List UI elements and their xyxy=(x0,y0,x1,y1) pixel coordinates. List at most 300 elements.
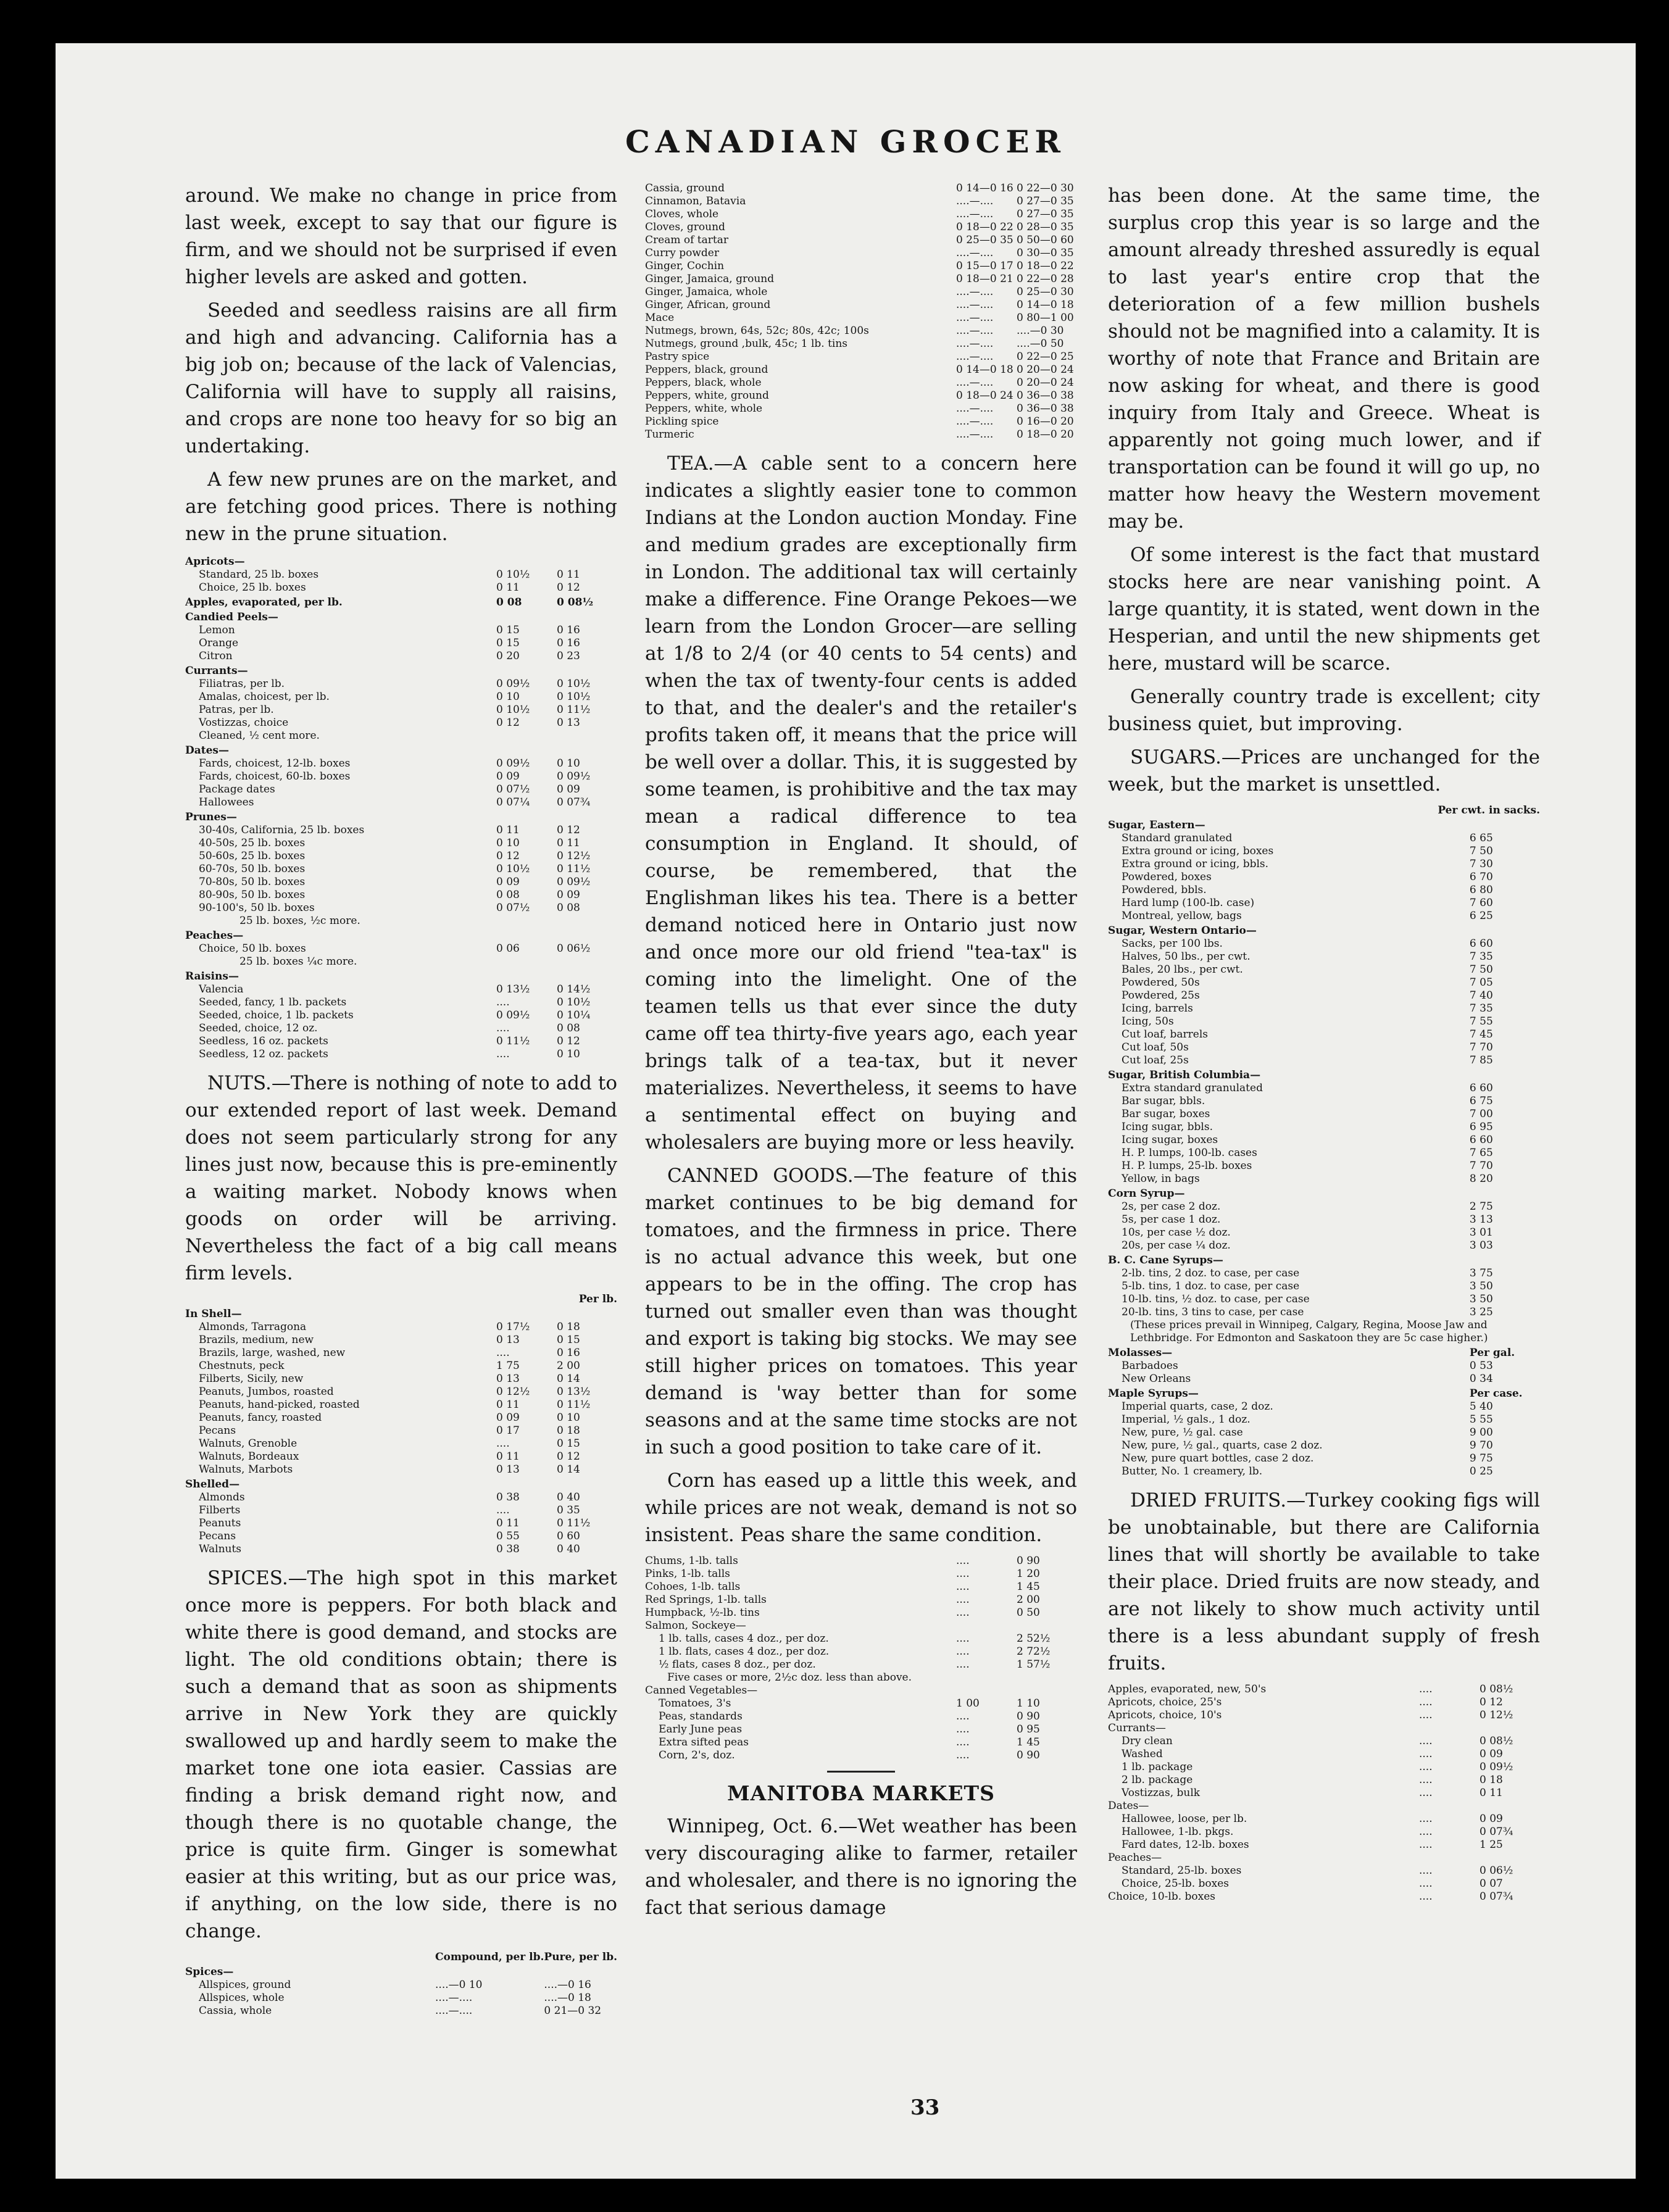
item-label: Extra sifted peas xyxy=(659,1736,749,1748)
item-label: Extra ground or icing, bbls. xyxy=(1122,858,1269,870)
price-high: 0 60 xyxy=(557,1530,580,1542)
item-label: Salmon, Sockeye— xyxy=(645,1620,746,1632)
price-high xyxy=(557,1476,617,1491)
spices-price-table-continued xyxy=(645,182,1077,441)
table-row xyxy=(185,1450,617,1463)
item-label: Currants— xyxy=(185,665,248,677)
price-high: Per case. xyxy=(1469,1387,1523,1400)
item-label: 1 lb. talls, cases 4 doz., per doz. xyxy=(659,1632,829,1645)
table-row xyxy=(1108,1226,1540,1239)
price-high: 0 20—0 24 xyxy=(1017,376,1074,389)
price-high xyxy=(1017,1684,1077,1697)
item-label: Cut loaf, barrels xyxy=(1122,1028,1208,1041)
price-low: .... xyxy=(1419,1683,1433,1695)
table-row xyxy=(1108,1134,1540,1147)
table-row xyxy=(185,809,617,824)
item-label: Curry powder xyxy=(645,247,719,259)
price-low: .... xyxy=(956,1632,970,1645)
table-row xyxy=(185,1022,617,1035)
price-high: 0 90 xyxy=(1017,1555,1040,1567)
spices-price-table xyxy=(185,1951,617,2018)
item-label: H. P. lumps, 25-lb. boxes xyxy=(1122,1160,1252,1172)
price-high: 0 09½ xyxy=(557,876,591,888)
price-high: 0 20—0 24 xyxy=(1017,364,1074,376)
item-label: Apricots, choice, 25's xyxy=(1108,1696,1222,1708)
item-label: Choice, 25-lb. boxes xyxy=(1122,1877,1230,1890)
item-label: Fards, choicest, 60-lb. boxes xyxy=(199,770,351,783)
table-header-row xyxy=(185,1293,617,1306)
price-high xyxy=(1480,1722,1540,1735)
price-low: ....—.... xyxy=(956,351,994,363)
price-high xyxy=(557,809,617,824)
price-low: 0 13 xyxy=(496,1373,520,1385)
price-low xyxy=(1412,1028,1470,1041)
table-row xyxy=(185,863,617,876)
item-label: H. P. lumps, 100-lb. cases xyxy=(1122,1147,1257,1159)
price-low: 0 07½ xyxy=(496,783,530,796)
price-low: 0 11 xyxy=(496,581,520,594)
price-low xyxy=(1412,1121,1470,1134)
price-high: 7 05 xyxy=(1469,976,1493,989)
price-low: 0 06 xyxy=(496,942,520,955)
price-high: 0 27—0 35 xyxy=(1017,208,1074,220)
table-row xyxy=(645,389,1077,402)
price-low xyxy=(1412,1134,1470,1147)
price-high: 1 45 xyxy=(1017,1736,1040,1748)
table-row xyxy=(185,889,617,902)
column-header: Compound, per lb. xyxy=(435,1951,544,1963)
item-label: Citron xyxy=(199,650,233,662)
table-row xyxy=(185,1373,617,1386)
price-low xyxy=(1412,1160,1470,1173)
item-label: Cloves, whole xyxy=(645,208,719,220)
item-label: Nutmegs, ground ,bulk, 45c; 1 lb. tins xyxy=(645,338,848,350)
price-low xyxy=(496,609,557,624)
item-label: Sugar, British Columbia— xyxy=(1108,1069,1261,1081)
price-low: ....—.... xyxy=(956,338,994,350)
item-label: 10-lb. tins, ½ doz. to case, per case xyxy=(1122,1293,1310,1305)
price-low xyxy=(1412,1426,1470,1439)
col1-text-a xyxy=(185,182,617,547)
item-label: Peanuts, Jumbos, roasted xyxy=(199,1386,334,1398)
price-high: 0 14 xyxy=(557,1373,580,1385)
item-label: Humpback, ½-lb. tins xyxy=(645,1607,760,1619)
item-label: Cut loaf, 50s xyxy=(1122,1041,1189,1054)
price-low: 0 09 xyxy=(496,1412,520,1424)
item-label: Cut loaf, 25s xyxy=(1122,1054,1189,1066)
price-high: 3 75 xyxy=(1469,1267,1493,1279)
price-high: 3 03 xyxy=(1469,1239,1493,1252)
table-row xyxy=(645,1658,1077,1671)
table-row xyxy=(185,1437,617,1450)
item-label: Bar sugar, boxes xyxy=(1122,1108,1210,1120)
item-label: Sugar, Eastern— xyxy=(1108,819,1205,831)
price-high: 0 10 xyxy=(557,1048,580,1060)
price-low: 0 09½ xyxy=(496,1009,530,1021)
item-label: Almonds xyxy=(199,1491,245,1503)
item-label: Prunes— xyxy=(185,811,237,823)
price-high: 0 11½ xyxy=(557,704,591,716)
table-row xyxy=(645,247,1077,260)
table-row xyxy=(1108,1345,1540,1360)
table-row xyxy=(1108,1683,1540,1696)
item-label: Mace xyxy=(645,312,675,324)
price-low: 0 11 xyxy=(496,1517,520,1529)
price-low: ....—.... xyxy=(956,312,994,324)
price-low: 0 09 xyxy=(496,876,520,888)
price-low xyxy=(435,1964,544,1979)
price-high: 0 16 xyxy=(557,1347,580,1359)
paragraph: Seeded and seedless raisins are all firm and high and advancing. California has a big job on; because of the lack of Valencias, California will have to supply all raisins, and crops are none too heavy for so big an undertaking. xyxy=(185,299,617,457)
table-row xyxy=(645,1671,1077,1684)
item-label: Halves, 50 lbs., per cwt. xyxy=(1122,950,1251,963)
price-low: 0 11½ xyxy=(496,1035,530,1047)
table-row xyxy=(1108,1082,1540,1095)
table-row xyxy=(1108,1293,1540,1306)
item-label: Peanuts, hand-picked, roasted xyxy=(199,1399,360,1411)
table-row xyxy=(185,1009,617,1022)
item-label: Apples, evaporated, new, 50's xyxy=(1108,1683,1267,1695)
page-number: 33 xyxy=(910,2095,940,2120)
table-row xyxy=(1108,1267,1540,1280)
table-row xyxy=(1108,1839,1540,1852)
price-low xyxy=(1419,1722,1480,1735)
item-label: Icing sugar, boxes xyxy=(1122,1134,1218,1146)
price-high: 3 50 xyxy=(1469,1280,1493,1292)
price-high xyxy=(1017,1620,1077,1632)
table-row xyxy=(1108,1002,1540,1015)
table-row xyxy=(185,770,617,783)
item-label: Seedless, 16 oz. packets xyxy=(199,1035,328,1047)
price-high: 0 12½ xyxy=(1480,1709,1513,1721)
price-low: .... xyxy=(1419,1890,1433,1903)
price-high: ....—0 30 xyxy=(1017,325,1064,337)
item-label: 90-100's, 50 lb. boxes xyxy=(199,902,315,914)
paragraph: NUTS.—There is nothing of note to add to our extended report of last week. Demand does not seem particularly strong for any lines just now, because this is pre-eminently a waiting market. Nobody knows when goods on order will be arriving. Nevertheless the fact of a big call means firm levels. xyxy=(185,1072,617,1284)
item-label: Almonds, Tarragona xyxy=(199,1321,307,1333)
price-high: 0 06½ xyxy=(557,942,591,955)
table-row xyxy=(185,1463,617,1476)
table-header-row xyxy=(185,1951,617,1964)
price-low xyxy=(1412,845,1470,858)
item-label: Powdered, 50s xyxy=(1122,976,1200,989)
price-high: 0 95 xyxy=(1017,1723,1040,1736)
price-high: 2 75 xyxy=(1469,1200,1493,1213)
price-high: 0 13½ xyxy=(557,1386,591,1398)
table-row xyxy=(645,195,1077,208)
price-high: 0 11 xyxy=(557,837,580,849)
table-row xyxy=(185,1964,617,1979)
price-high: 0 30—0 35 xyxy=(1017,247,1074,259)
item-label: Turmeric xyxy=(645,428,694,441)
table-row xyxy=(185,730,617,742)
item-label: Hallowee, loose, per lb. xyxy=(1122,1813,1247,1825)
table-row xyxy=(185,1347,617,1360)
price-low: 0 14—0 16 xyxy=(956,182,1013,194)
price-low: 0 11 xyxy=(496,1399,520,1411)
price-high: 0 11½ xyxy=(557,863,591,875)
price-low: 0 18—0 21 xyxy=(956,273,1013,285)
price-low: ....—.... xyxy=(956,286,994,298)
table-row xyxy=(185,850,617,863)
dried-fruits-price-table xyxy=(1108,1683,1540,1903)
price-high: 0 09 xyxy=(557,783,580,796)
price-low: .... xyxy=(1419,1709,1433,1721)
price-high: 0 80—1 00 xyxy=(1017,312,1074,324)
item-label: Peas, standards xyxy=(659,1710,743,1723)
item-label: Five cases or more, 2½c doz. less than above. xyxy=(667,1671,912,1684)
price-low: 0 15—0 17 xyxy=(956,260,1013,272)
item-label: Ginger, Jamaica, whole xyxy=(645,286,768,298)
table-row xyxy=(185,742,617,757)
table-row xyxy=(1108,923,1540,938)
price-low xyxy=(1412,884,1470,897)
section-rule xyxy=(827,1771,895,1773)
table-row xyxy=(185,996,617,1009)
table-row xyxy=(185,928,617,942)
table-row xyxy=(1108,1709,1540,1722)
price-high: 0 18 xyxy=(557,1424,580,1437)
price-low: 0 07½ xyxy=(496,902,530,914)
table-row xyxy=(185,1334,617,1347)
item-label: 2s, per case 2 doz. xyxy=(1122,1200,1221,1213)
price-high: 6 95 xyxy=(1469,1121,1493,1133)
item-label: Filberts xyxy=(199,1504,241,1516)
table-row xyxy=(1108,1722,1540,1735)
price-low: ....—.... xyxy=(435,1992,473,2004)
price-high: 6 75 xyxy=(1469,1095,1493,1107)
table-row xyxy=(1108,1147,1540,1160)
item-label: 5-lb. tins, 1 doz. to case, per case xyxy=(1122,1280,1300,1292)
price-high xyxy=(557,663,617,678)
price-low: 0 20 xyxy=(496,650,520,662)
item-label: Fards, choicest, 12-lb. boxes xyxy=(199,757,351,770)
item-label: Cassia, whole xyxy=(199,2005,272,2017)
price-high: 7 50 xyxy=(1469,845,1493,857)
item-label: Choice, 50 lb. boxes xyxy=(199,942,306,955)
price-low xyxy=(1419,1800,1480,1813)
table-row xyxy=(1108,1319,1540,1345)
item-label: Allspices, ground xyxy=(199,1979,291,1991)
price-high xyxy=(557,742,617,757)
table-row xyxy=(185,609,617,624)
price-low xyxy=(1412,1413,1470,1426)
table-header-row xyxy=(1108,804,1540,817)
price-low xyxy=(1412,910,1470,923)
table-row xyxy=(185,983,617,996)
price-high: 0 11 xyxy=(557,568,580,581)
price-high xyxy=(557,609,617,624)
price-high: 0 36—0 38 xyxy=(1017,402,1074,415)
price-low xyxy=(1412,1306,1470,1319)
price-low xyxy=(1412,1386,1470,1400)
price-high: 0 34 xyxy=(1469,1373,1493,1385)
table-row xyxy=(185,554,617,568)
item-label: Ginger, Jamaica, ground xyxy=(645,273,775,285)
col1-text-c xyxy=(185,1565,617,1945)
table-row xyxy=(645,402,1077,415)
table-row xyxy=(1108,910,1540,923)
dried-fruit-price-table xyxy=(185,554,617,1061)
item-label: 50-60s, 25 lb. boxes xyxy=(199,850,306,862)
price-high: 0 08 xyxy=(557,1022,580,1034)
item-label: Cleaned, ½ cent more. xyxy=(199,730,320,742)
price-low: ....—.... xyxy=(956,325,994,337)
price-low xyxy=(1412,989,1470,1002)
item-label: Imperial, ½ gals., 1 doz. xyxy=(1122,1413,1251,1426)
item-label: (These prices prevail in Winnipeg, Calgary, Regina, Moose Jaw and Lethbridge. For Edmonton and Saskatoon they are 5c case higher.) xyxy=(1130,1319,1488,1344)
item-label: Apricots— xyxy=(185,555,245,568)
item-label: Spices— xyxy=(185,1966,234,1978)
table-row xyxy=(185,783,617,796)
table-row xyxy=(185,650,617,663)
table-row xyxy=(1108,1239,1540,1252)
item-label: Butter, No. 1 creamery, lb. xyxy=(1122,1465,1263,1478)
price-high xyxy=(1470,1186,1540,1200)
table-row xyxy=(1108,1041,1540,1054)
price-high: 0 09 xyxy=(557,889,580,901)
item-label: Imperial quarts, case, 2 doz. xyxy=(1122,1400,1273,1413)
item-label: Hard lump (100-lb. case) xyxy=(1122,897,1255,909)
item-label: New, pure quart bottles, case 2 doz. xyxy=(1122,1452,1314,1465)
price-low: .... xyxy=(956,1594,970,1606)
item-label: Package dates xyxy=(199,783,275,796)
table-row xyxy=(185,1979,617,1992)
price-low: ....—.... xyxy=(956,299,994,311)
price-low xyxy=(1412,1345,1470,1360)
table-row xyxy=(1108,1826,1540,1839)
price-low: 0 14—0 18 xyxy=(956,364,1013,376)
item-label: New Orleans xyxy=(1122,1373,1191,1385)
price-high xyxy=(557,554,617,568)
canned-goods-price-table xyxy=(645,1555,1077,1762)
column-header: Pure, per lb. xyxy=(544,1951,617,1963)
price-low: 0 55 xyxy=(496,1530,520,1542)
table-row xyxy=(1108,1213,1540,1226)
price-high: 0 15 xyxy=(557,1437,580,1450)
price-high: 0 22—0 30 xyxy=(1017,182,1074,194)
price-low: ....—.... xyxy=(956,415,994,428)
price-high: 0 21—0 32 xyxy=(544,2005,602,2017)
table-row xyxy=(645,351,1077,364)
price-low xyxy=(1412,950,1470,963)
price-low: 0 10½ xyxy=(496,704,530,716)
price-low: 0 10 xyxy=(496,691,520,703)
table-row xyxy=(1108,1095,1540,1108)
table-row xyxy=(185,678,617,691)
table-row xyxy=(645,1736,1077,1749)
price-low: 0 18—0 24 xyxy=(956,389,1013,402)
paragraph: DRIED FRUITS.—Turkey cooking figs will be unobtainable, but there are California lines that will shortly be available to take their place. Dried fruits are now steady, and are not likely to show much activity until there is a less abundant supply of fresh fruits. xyxy=(1108,1489,1540,1674)
price-high: 7 45 xyxy=(1469,1028,1493,1041)
price-low: 1 00 xyxy=(956,1697,980,1710)
table-row xyxy=(645,415,1077,428)
price-low: .... xyxy=(956,1645,970,1658)
price-low xyxy=(496,730,557,742)
item-label: Barbadoes xyxy=(1122,1360,1178,1372)
table-row xyxy=(1108,976,1540,989)
item-label: 5s, per case 1 doz. xyxy=(1122,1213,1221,1226)
price-high: 0 10½ xyxy=(557,678,591,690)
price-low: .... xyxy=(1419,1787,1433,1799)
price-low xyxy=(1412,1186,1470,1200)
item-label: Walnuts, Bordeaux xyxy=(199,1450,299,1463)
table-row xyxy=(185,1035,617,1048)
item-label: Seeded, choice, 1 lb. packets xyxy=(199,1009,354,1021)
table-row xyxy=(1108,1890,1540,1903)
table-row xyxy=(1108,963,1540,976)
table-row xyxy=(645,325,1077,338)
price-low xyxy=(1412,1082,1470,1095)
price-high: 0 27—0 35 xyxy=(1017,195,1074,207)
price-low xyxy=(1412,1293,1470,1306)
price-high: 0 40 xyxy=(557,1543,580,1555)
table-row xyxy=(645,1568,1077,1581)
table-row xyxy=(185,968,617,983)
paragraph: SUGARS.—Prices are unchanged for the week, but the market is unsettled. xyxy=(1108,746,1540,796)
table-row xyxy=(1108,1852,1540,1865)
table-row xyxy=(1108,938,1540,950)
table-row xyxy=(1108,1015,1540,1028)
price-low: .... xyxy=(1419,1877,1433,1890)
price-high: 1 45 xyxy=(1017,1581,1040,1593)
price-high: 0 08½ xyxy=(1480,1735,1513,1747)
table-row xyxy=(185,637,617,650)
price-low: 0 12½ xyxy=(496,1386,530,1398)
price-high: 0 12½ xyxy=(557,850,591,862)
item-label: Apricots, choice, 10's xyxy=(1108,1709,1222,1721)
price-low xyxy=(1412,1465,1470,1478)
item-label: 60-70s, 50 lb. boxes xyxy=(199,863,306,875)
table-row xyxy=(1108,1067,1540,1082)
item-label: Walnuts, Marbots xyxy=(199,1463,293,1476)
price-low: 0 07¼ xyxy=(496,796,530,809)
table-row xyxy=(185,1504,617,1517)
price-high xyxy=(557,730,617,742)
price-low: 0 10 xyxy=(496,837,520,849)
item-label: Peanuts xyxy=(199,1517,241,1529)
col1-text-b xyxy=(185,1070,617,1287)
column-3 xyxy=(1108,182,1540,1912)
price-low: 0 10½ xyxy=(496,568,530,581)
item-label: Lemon xyxy=(199,624,235,636)
table-row xyxy=(185,1399,617,1412)
item-label: Peppers, black, whole xyxy=(645,376,762,389)
price-high: 0 12 xyxy=(557,1450,580,1463)
item-label: Filiatras, per lb. xyxy=(199,678,285,690)
paragraph: Winnipeg, Oct. 6.—Wet weather has been very discouraging alike to farmer, retailer and wholesaler, and there is no ignoring the fact that serious damage xyxy=(645,1815,1077,1919)
item-label: Vostizzas, choice xyxy=(199,717,289,729)
price-high xyxy=(1480,1800,1540,1813)
price-low: 0 13 xyxy=(496,1334,520,1346)
table-row xyxy=(645,1749,1077,1762)
column-2 xyxy=(645,182,1077,1927)
price-low: 0 11 xyxy=(496,1450,520,1463)
price-high: 0 16 xyxy=(557,624,580,636)
item-label: Icing, barrels xyxy=(1122,1002,1193,1015)
item-label: Cream of tartar xyxy=(645,234,728,246)
price-high: 1 20 xyxy=(1017,1568,1040,1580)
price-high: 0 25—0 30 xyxy=(1017,286,1074,298)
price-high: Per gal. xyxy=(1469,1347,1515,1359)
item-label: Sacks, per 100 lbs. xyxy=(1122,938,1223,950)
price-high: 0 12 xyxy=(557,824,580,836)
col2-text-a xyxy=(645,450,1077,1549)
price-high: 7 35 xyxy=(1469,950,1493,963)
price-high: 0 09½ xyxy=(557,770,591,783)
item-label: Pecans xyxy=(199,1530,236,1542)
price-low: ....—.... xyxy=(956,402,994,415)
